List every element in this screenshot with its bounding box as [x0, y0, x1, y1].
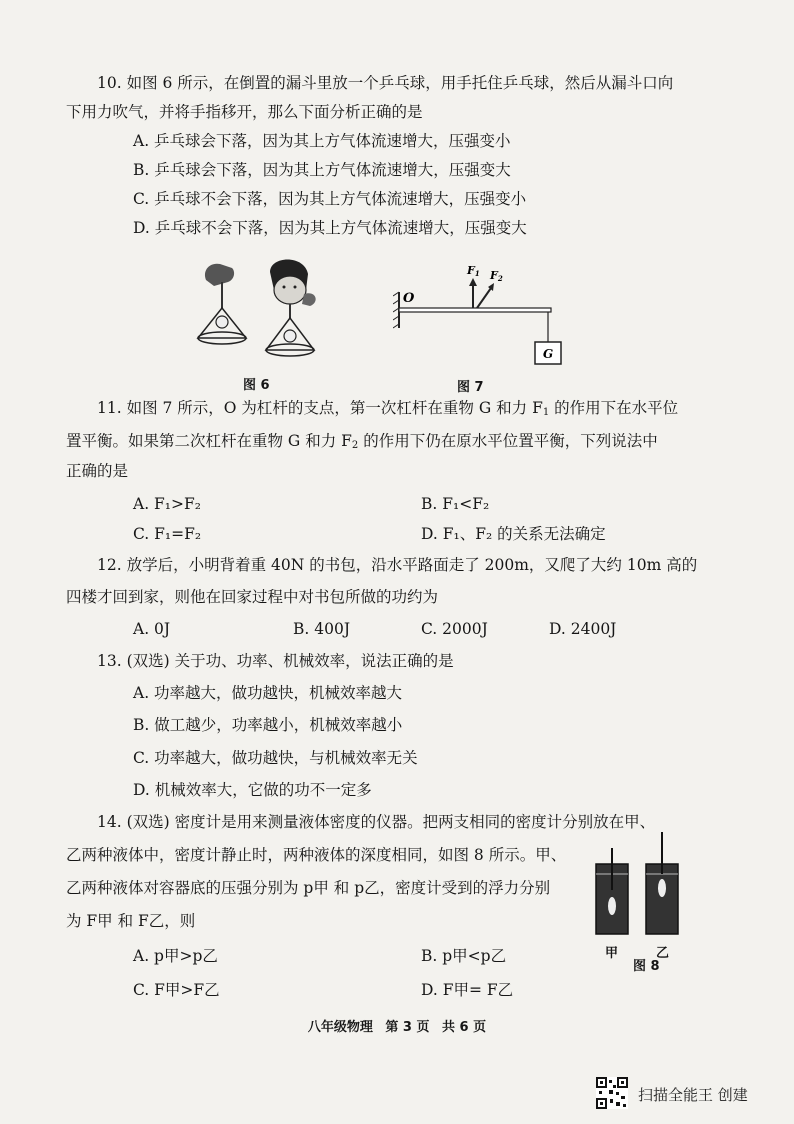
q11-option-b: B. F₁<F₂ — [421, 495, 490, 513]
figure-6-funnel-illustration — [192, 250, 342, 370]
q14-stem-line1: 14. (双选) 密度计是用来测量液体密度的仪器。把两支相同的密度计分别放在甲、 — [97, 813, 656, 831]
q11-option-d: D. F₁、F₂ 的关系无法确定 — [421, 525, 606, 543]
q13-option-a: A. 功率越大，做功越快，机械效率越大 — [133, 684, 403, 702]
wall-pivot — [393, 292, 399, 328]
boy-blowing-drawing — [266, 260, 316, 357]
q14-stem-line3: 乙两种液体对容器底的压强分别为 p甲 和 p乙，密度计受到的浮力分别 — [66, 879, 551, 897]
footer-subject: 八年级物理 — [307, 1020, 373, 1035]
lever-bar — [399, 308, 551, 312]
figure-7-lever-diagram — [393, 262, 573, 372]
figure-8-caption: 图 8 — [633, 959, 660, 974]
q10-option-c: C. 乒乓球不会下落，因为其上方气体流速增大，压强变小 — [133, 190, 527, 208]
footer-page-number: 第 3 页 — [385, 1020, 430, 1035]
q11-stem-line3: 正确的是 — [66, 462, 129, 480]
cylinder-right — [646, 832, 678, 934]
q12-option-c: C. 2000J — [421, 620, 488, 638]
q14-stem-line4: 为 F甲 和 F乙，则 — [66, 912, 196, 930]
q10-stem-line1: 10. 如图 6 所示，在倒置的漏斗里放一个乒乓球，用手托住乒乓球，然后从漏斗口向 — [97, 74, 674, 92]
q13-stem-line1: 13. (双选) 关于功、功率、机械效率，说法正确的是 — [97, 652, 454, 670]
force-f2-arrow — [477, 288, 491, 308]
footer-total-pages: 共 6 页 — [442, 1020, 487, 1035]
pivot-label-o: O — [403, 291, 415, 306]
q11-stem-line2: 置平衡。如果第二次杠杆在重物 G 和力 $F_2$ 的作用下仍在原水平位置平衡，下列说法中 — [66, 432, 658, 451]
q13-option-d: D. 机械效率大，它做的功不一定多 — [133, 781, 372, 799]
page-footer — [0, 1016, 794, 1035]
figure-8-hydrometer-cylinders — [590, 830, 700, 940]
q11-option-c: C. F₁=F₂ — [133, 525, 202, 543]
q10-option-a: A. 乒乓球会下落，因为其上方气体流速增大，压强变小 — [133, 132, 511, 150]
q14-stem-line2: 乙两种液体中，密度计静止时，两种液体的深度相同，如图 8 所示。甲、 — [66, 846, 567, 864]
q12-option-a: A. 0J — [133, 620, 171, 638]
q14-option-c: C. F甲>F乙 — [133, 981, 220, 999]
q11-option-a: A. F₁>F₂ — [133, 495, 201, 513]
figure-8-label-right: 乙 — [656, 946, 670, 961]
figure-8-label-left: 甲 — [605, 946, 619, 961]
q10-option-b: B. 乒乓球会下落，因为其上方气体流速增大，压强变大 — [133, 161, 511, 179]
q10-option-d: D. 乒乓球不会下落，因为其上方气体流速增大，压强变大 — [133, 219, 527, 237]
q12-stem-line2: 四楼才回到家，则他在回家过程中对书包所做的功约为 — [66, 588, 439, 606]
q12-stem-line1: 12. 放学后，小明背着重 40N 的书包，沿水平路面走了 200m，又爬了大约 10m 高的 — [97, 556, 698, 574]
scanner-watermark — [596, 1077, 776, 1111]
weight-label-g: G — [543, 347, 554, 361]
q11-stem-line1: 11. 如图 7 所示，O 为杠杆的支点，第一次杠杆在重物 G 和力 $F_1$ 的作用下在水平位 — [97, 399, 679, 418]
q12-option-d: D. 2400J — [549, 620, 617, 638]
q13-option-b: B. 做工越少，功率越小，机械效率越小 — [133, 716, 403, 734]
q14-option-a: A. p甲>p乙 — [133, 947, 218, 965]
q10-stem-line2: 下用力吹气，并将手指移开，那么下面分析正确的是 — [66, 103, 423, 121]
figure-6-caption: 图 6 — [243, 378, 270, 393]
q14-option-d: D. F甲= F乙 — [421, 981, 514, 999]
cylinder-left — [596, 848, 628, 934]
figure-7-caption: 图 7 — [457, 380, 484, 395]
q12-option-b: B. 400J — [293, 620, 351, 638]
scanner-text: 扫描全能王 创建 — [638, 1086, 748, 1104]
q13-option-c: C. 功率越大，做功越快，与机械效率无关 — [133, 749, 418, 767]
label-f1: F1 — [467, 264, 480, 278]
q14-option-b: B. p甲<p乙 — [421, 947, 507, 965]
hand-funnel-drawing — [198, 264, 246, 344]
label-f2: F2 — [490, 269, 503, 283]
qr-code-icon — [596, 1077, 628, 1109]
